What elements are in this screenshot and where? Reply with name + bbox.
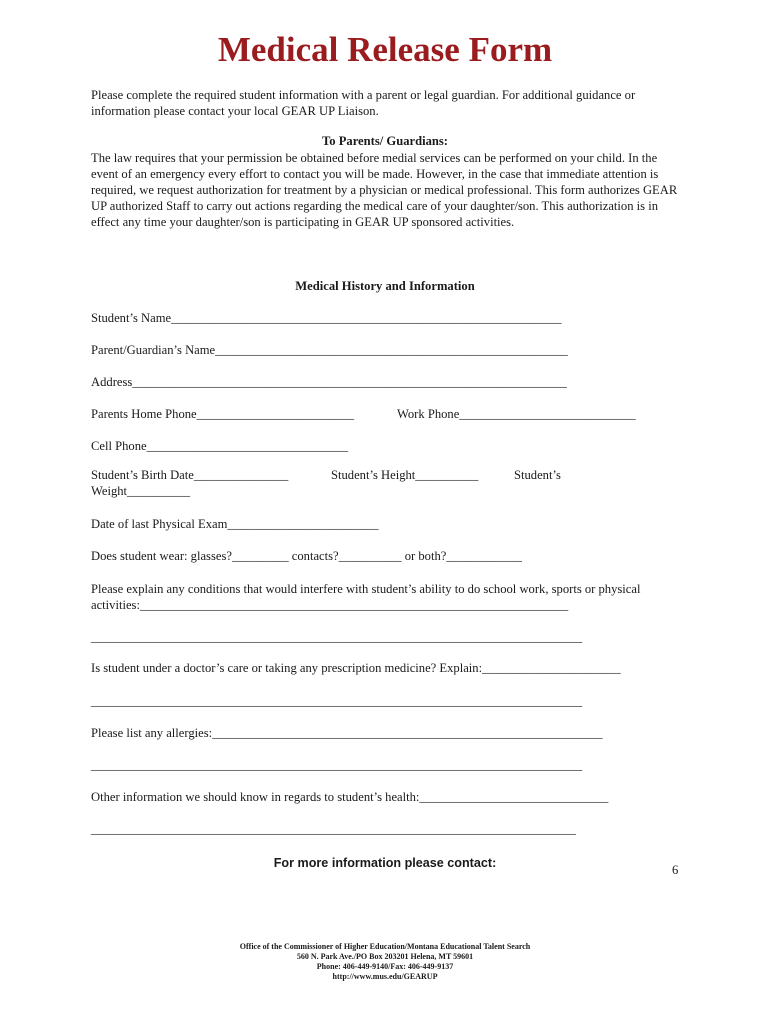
cell-phone-field[interactable]: Cell Phone________________________________ [91, 439, 349, 453]
conditions-question: Please explain any conditions that would interfere with student’s ability to do school work, sports or physical [91, 582, 641, 596]
footer-phone: Phone: 406-449-9140/Fax: 406-449-9137 [316, 962, 454, 971]
footer-address-block [0, 942, 770, 982]
parents-heading: To Parents/ Guardians: [322, 134, 448, 148]
height-field[interactable]: Student’s Height__________ [331, 468, 479, 482]
other-info-field[interactable]: Other information we should know in regards to student’s health:______________________________ [91, 790, 609, 804]
footer-url[interactable]: http://www.mus.edu/GEARUP [332, 972, 438, 981]
parents-paragraph: The law requires that your permission be obtained before medial services can be performed on your child. In the event of an emergency every effort to contact you will be made. However, in the case that immediate attention is required, we request authorization for treatment by a physician or medical professional. This form authorizes GEAR UP authorized Staff to carry out actions regarding the medical care of your daughter/son. This authorization is in effect any time your daughter/son is participating in GEAR UP sponsored activities. [91, 151, 678, 229]
home-phone-field[interactable]: Parents Home Phone_________________________ [91, 407, 355, 421]
allergies-field[interactable]: Please list any allergies:______________________________________________________________ [91, 726, 603, 740]
allergies-field-extra[interactable]: ______________________________________________________________________________ [91, 758, 583, 772]
page-number: 6 [672, 863, 679, 877]
weight-label: Student’s [514, 468, 561, 482]
student-name-field[interactable]: Student’s Name______________________________________________________________ [91, 311, 562, 325]
birth-date-field[interactable]: Student’s Birth Date_______________ [91, 468, 289, 482]
conditions-field-extra[interactable]: ______________________________________________________________________________ [91, 630, 583, 644]
guardian-name-field[interactable]: Parent/Guardian’s Name________________________________________________________ [91, 343, 568, 357]
physical-exam-field[interactable]: Date of last Physical Exam________________________ [91, 517, 379, 531]
other-info-field-extra[interactable]: _____________________________________________________________________________ [91, 822, 576, 836]
doctor-care-field[interactable]: Is student under a doctor’s care or taking any prescription medicine? Explain:______________________ [91, 661, 621, 675]
medical-history-heading: Medical History and Information [295, 279, 475, 293]
work-phone-field[interactable]: Work Phone____________________________ [397, 407, 636, 421]
footer-address: 560 N. Park Ave./PO Box 203201 Helena, MT 59601 [296, 952, 474, 961]
footer-office: Office of the Commissioner of Higher Education/Montana Educational Talent Search [239, 942, 531, 951]
contact-heading: For more information please contact: [273, 856, 497, 870]
doctor-care-field-extra[interactable]: ______________________________________________________________________________ [91, 694, 583, 708]
intro-paragraph: Please complete the required student information with a parent or legal guardian. For additional guidance or information please contact your local GEAR UP Liaison. [91, 88, 636, 118]
page-title: Medical Release Form [217, 30, 553, 69]
glasses-field[interactable]: Does student wear: glasses?_________ contacts?__________ or both?____________ [91, 549, 522, 563]
address-field[interactable]: Address_____________________________________________________________________ [91, 375, 567, 389]
conditions-field[interactable]: activities:____________________________________________________________________ [91, 598, 569, 612]
weight-field[interactable]: Weight__________ [91, 484, 191, 498]
